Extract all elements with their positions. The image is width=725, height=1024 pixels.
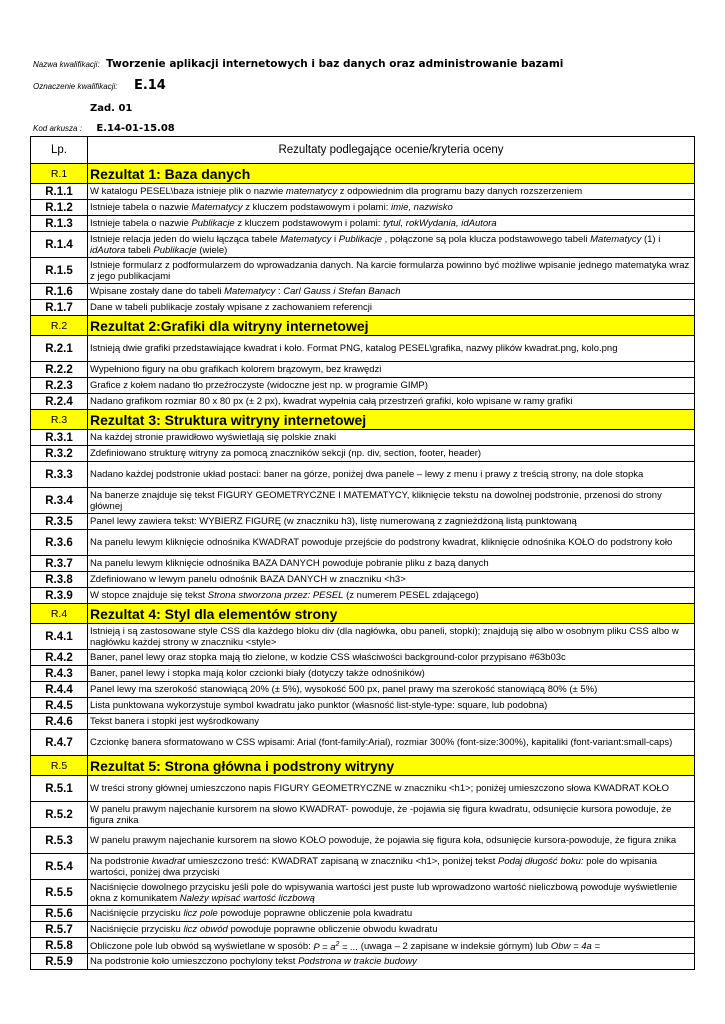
criterion-row (31, 488, 695, 514)
table-header-row (31, 137, 695, 164)
criterion-row (31, 698, 695, 714)
criterion-row (31, 588, 695, 604)
criterion-text: Panel lewy zawiera tekst: WYBIERZ FIGURĘ (w znaczniku h3), listę numerowaną z zagnieżdżoną listą punktowaną (88, 514, 695, 530)
section-id: R.4 (31, 604, 88, 624)
criterion-text: W stopce znajduje się tekst Strona stworzona przez: PESEL (z numerem PESEL zdającego) (88, 588, 695, 604)
criterion-id: R.1.7 (31, 300, 88, 316)
criterion-row (31, 682, 695, 698)
criterion-text: Nadano każdej podstronie układ postaci: baner na górze, poniżej dwa panele – lewy z menu i prawy z treścią strony, na dole stopka (88, 462, 695, 488)
criterion-id: R.4.3 (31, 666, 88, 682)
criterion-row (31, 650, 695, 666)
criterion-row (31, 430, 695, 446)
section-row (31, 756, 695, 776)
task-number: Zad. 01 (90, 103, 133, 114)
criterion-text: Istnieją i są zastosowane style CSS dla każdego bloku div (dla nagłówka, obu paneli, stopki); znajdują się albo w osobnym pliku CSS albo w nagłówku każdej strony w znaczniku <style> (88, 624, 695, 650)
criterion-id: R.2.3 (31, 378, 88, 394)
criterion-row (31, 336, 695, 362)
qualification-code-line (33, 76, 166, 94)
criteria-table (30, 136, 695, 970)
section-row (31, 164, 695, 184)
criterion-id: R.2.2 (31, 362, 88, 378)
criterion-text: Baner, panel lewy i stopka mają kolor czcionki biały (dotyczy także odnośników) (88, 666, 695, 682)
section-id: R.5 (31, 756, 88, 776)
criterion-text: W treści strony głównej umieszczono napis FIGURY GEOMETRYCZNE w znaczniku <h1>; poniżej umieszczono słowa KWADRAT KOŁO (88, 776, 695, 802)
criterion-text: Na podstronie koło umieszczono pochylony tekst Podstrona w trakcie budowy (88, 954, 695, 970)
criterion-row (31, 446, 695, 462)
column-header-results: Rezultaty podlegające ocenie/kryteria oceny (88, 137, 695, 164)
criterion-id: R.1.3 (31, 216, 88, 232)
criterion-id: R.5.1 (31, 776, 88, 802)
section-title: Rezultat 1: Baza danych (88, 164, 695, 184)
criterion-id: R.2.4 (31, 394, 88, 410)
criterion-text: Naciśnięcie dowolnego przycisku jeśli pole do wpisywania wartości jest puste lub wprowadzono wartość nieliczbową powoduje wyświetlenie okna z komunikatem Należy wpisać wartość liczbową (88, 880, 695, 906)
criterion-id: R.4.1 (31, 624, 88, 650)
criterion-text: Istnieją dwie grafiki przedstawiające kwadrat i koło. Format PNG, katalog PESEL\grafika, nazwy plików kwadrat.png, kolo.png (88, 336, 695, 362)
criterion-row (31, 530, 695, 556)
section-title: Rezultat 4: Styl dla elementów strony (88, 604, 695, 624)
criterion-row (31, 232, 695, 258)
criterion-id: R.4.6 (31, 714, 88, 730)
criterion-id: R.1.4 (31, 232, 88, 258)
criterion-row (31, 378, 695, 394)
criterion-text: Wpisane zostały dane do tabeli Matematycy : Carl Gauss i Stefan Banach (88, 284, 695, 300)
criterion-text: W katalogu PESEL\baza istnieje plik o nazwie matematycy z odpowiednim dla programu bazy danych rozszerzeniem (88, 184, 695, 200)
section-title: Rezultat 3: Struktura witryny internetowej (88, 410, 695, 430)
criterion-text: Tekst banera i stopki jest wyśrodkowany (88, 714, 695, 730)
criterion-text: Na każdej stronie prawidłowo wyświetlają się polskie znaki (88, 430, 695, 446)
criterion-id: R.4.2 (31, 650, 88, 666)
criterion-row (31, 216, 695, 232)
criterion-id: R.1.2 (31, 200, 88, 216)
criterion-id: R.5.2 (31, 802, 88, 828)
criterion-id: R.5.3 (31, 828, 88, 854)
criterion-row (31, 880, 695, 906)
section-id: R.3 (31, 410, 88, 430)
criterion-text: Baner, panel lewy oraz stopka mają tło zielone, w kodzie CSS właściwości background-color przypisano #63b03c (88, 650, 695, 666)
criterion-row (31, 624, 695, 650)
criterion-row (31, 730, 695, 756)
section-row (31, 410, 695, 430)
criterion-text: Na podstronie kwadrat umieszczono treść: KWADRAT zapisaną w znaczniku <h1>, poniżej tekst Podaj długość boku: pole do wpisania wartości, poniżej dwa przyciski (88, 854, 695, 880)
criterion-text: Istnieje tabela o nazwie Matematycy z kluczem podstawowym i polami: imie, nazwisko (88, 200, 695, 216)
criterion-id: R.1.6 (31, 284, 88, 300)
criterion-text: Wypełniono figury na obu grafikach kolorem brązowym, bez krawędzi (88, 362, 695, 378)
sheet-code: E.14-01-15.08 (96, 123, 175, 134)
criterion-row (31, 362, 695, 378)
criteria-rows (31, 164, 695, 970)
criterion-id: R.4.4 (31, 682, 88, 698)
criterion-id: R.1.5 (31, 258, 88, 284)
criterion-row (31, 666, 695, 682)
section-id: R.2 (31, 316, 88, 336)
criterion-text: W panelu prawym najechanie kursorem na słowo KWADRAT- powoduje, że -pojawia się figura kwadratu, odsunięcie kursora powoduje, że figura znika (88, 802, 695, 828)
criterion-row (31, 258, 695, 284)
criterion-text: Nadano grafikom rozmiar 80 x 80 px (± 2 px), kwadrat wypełnia całą przestrzeń grafiki, koło wpisane w ramy grafiki (88, 394, 695, 410)
section-id: R.1 (31, 164, 88, 184)
criterion-text: W panelu prawym najechanie kursorem na słowo KOŁO powoduje, że pojawia się figura koła, odsunięcie kursora-powoduje, że figura znika (88, 828, 695, 854)
criterion-text: Dane w tabeli publikacje zostały wpisane z zachowaniem referencji (88, 300, 695, 316)
criterion-row (31, 938, 695, 954)
criterion-text: Istnieje tabela o nazwie Publikacje z kluczem podstawowym i polami: tytul, rokWydania, idAutora (88, 216, 695, 232)
criterion-text: Obliczone pole lub obwód są wyświetlane w sposób: $P = a^2$ = ... (uwaga – 2 zapisane w indeksie górnym) lub Obw = 4a = (88, 938, 695, 954)
criterion-row (31, 922, 695, 938)
criterion-id: R.3.5 (31, 514, 88, 530)
criterion-row (31, 776, 695, 802)
criterion-text: Grafice z kołem nadano tło przeźroczyste (widoczne jest np. w programie GIMP) (88, 378, 695, 394)
criterion-id: R.5.9 (31, 954, 88, 970)
criterion-id: R.4.7 (31, 730, 88, 756)
criterion-id: R.3.8 (31, 572, 88, 588)
criterion-row (31, 200, 695, 216)
section-row (31, 604, 695, 624)
criterion-row (31, 514, 695, 530)
sheet-code-label: Kod arkusza : (33, 124, 82, 133)
section-row (31, 316, 695, 336)
criterion-id: R.3.3 (31, 462, 88, 488)
criterion-row (31, 714, 695, 730)
qualification-name-label: Nazwa kwalifikacji: (33, 60, 100, 69)
criterion-row (31, 556, 695, 572)
criterion-row (31, 828, 695, 854)
criterion-id: R.5.6 (31, 906, 88, 922)
criterion-id: R.5.7 (31, 922, 88, 938)
criterion-id: R.3.6 (31, 530, 88, 556)
criterion-text: Na banerze znajduje się tekst FIGURY GEOMETRYCZNE I MATEMATYCY, kliknięcie tekstu na dowolnej podstronie, przenosi do strony głównej (88, 488, 695, 514)
criterion-id: R.3.4 (31, 488, 88, 514)
qualification-name-line (33, 54, 563, 72)
criterion-row (31, 906, 695, 922)
criterion-row (31, 394, 695, 410)
criterion-text: Naciśnięcie przycisku licz obwód powoduje poprawne obliczenie obwodu kwadratu (88, 922, 695, 938)
criterion-row (31, 572, 695, 588)
qualification-code-label: Oznaczenie kwalifikacji: (33, 82, 118, 91)
sheet-code-line (33, 118, 175, 136)
criterion-row (31, 802, 695, 828)
task-line (90, 98, 132, 116)
criterion-id: R.3.7 (31, 556, 88, 572)
criterion-id: R.5.8 (31, 938, 88, 954)
criterion-id: R.3.2 (31, 446, 88, 462)
criterion-text: Czcionkę banera sformatowano w CSS wpisami: Arial (font-family:Arial), rozmiar 300% (font-size:300%), kapitaliki (font-variant:small-caps) (88, 730, 695, 756)
criterion-id: R.2.1 (31, 336, 88, 362)
section-title: Rezultat 2:Grafiki dla witryny internetowej (88, 316, 695, 336)
criterion-id: R.3.1 (31, 430, 88, 446)
criterion-text: Istnieje relacja jeden do wielu łącząca tabele Matematycy i Publikacje , połączone są pola klucza podstawowego tabeli Matematycy (1) i idAutora tabeli Publikacje (wiele) (88, 232, 695, 258)
criterion-text: Lista punktowana wykorzystuje symbol kwadratu jako punktor (własność list-style-type: square, lub podobna) (88, 698, 695, 714)
criterion-id: R.1.1 (31, 184, 88, 200)
criterion-row (31, 284, 695, 300)
criterion-id: R.3.9 (31, 588, 88, 604)
criterion-text: Na panelu lewym kliknięcie odnośnika BAZA DANYCH powoduje pobranie pliku z bazą danych (88, 556, 695, 572)
criterion-text: Na panelu lewym kliknięcie odnośnika KWADRAT powoduje przejście do podstrony kwadrat, kliknięcie odnośnika KOŁO do podstrony koło (88, 530, 695, 556)
criterion-row (31, 184, 695, 200)
criterion-row (31, 854, 695, 880)
criterion-text: Istnieje formularz z podformularzem do wprowadzania danych. Na karcie formularza powinno być możliwe wpisanie jednego matematyka wraz z jego publikacjami (88, 258, 695, 284)
criterion-row (31, 300, 695, 316)
qualification-name: Tworzenie aplikacji internetowych i baz danych oraz administrowanie bazami (106, 58, 564, 70)
criterion-row (31, 462, 695, 488)
criterion-id: R.4.5 (31, 698, 88, 714)
criterion-text: Panel lewy ma szerokość stanowiącą 20% (± 5%), wysokość 500 px, panel prawy ma szerokość stanowiącą 80% (± 5%) (88, 682, 695, 698)
qualification-code: E.14 (133, 78, 166, 93)
criterion-text: Naciśnięcie przycisku licz pole powoduje poprawne obliczenie pola kwadratu (88, 906, 695, 922)
criterion-text: Zdefiniowano strukturę witryny za pomocą znaczników sekcji (np. div, section, footer, header) (88, 446, 695, 462)
criterion-text: Zdefiniowano w lewym panelu odnośnik BAZA DANYCH w znaczniku <h3> (88, 572, 695, 588)
criterion-id: R.5.5 (31, 880, 88, 906)
criterion-id: R.5.4 (31, 854, 88, 880)
criterion-row (31, 954, 695, 970)
section-title: Rezultat 5: Strona główna i podstrony witryny (88, 756, 695, 776)
column-header-lp: Lp. (31, 137, 88, 164)
